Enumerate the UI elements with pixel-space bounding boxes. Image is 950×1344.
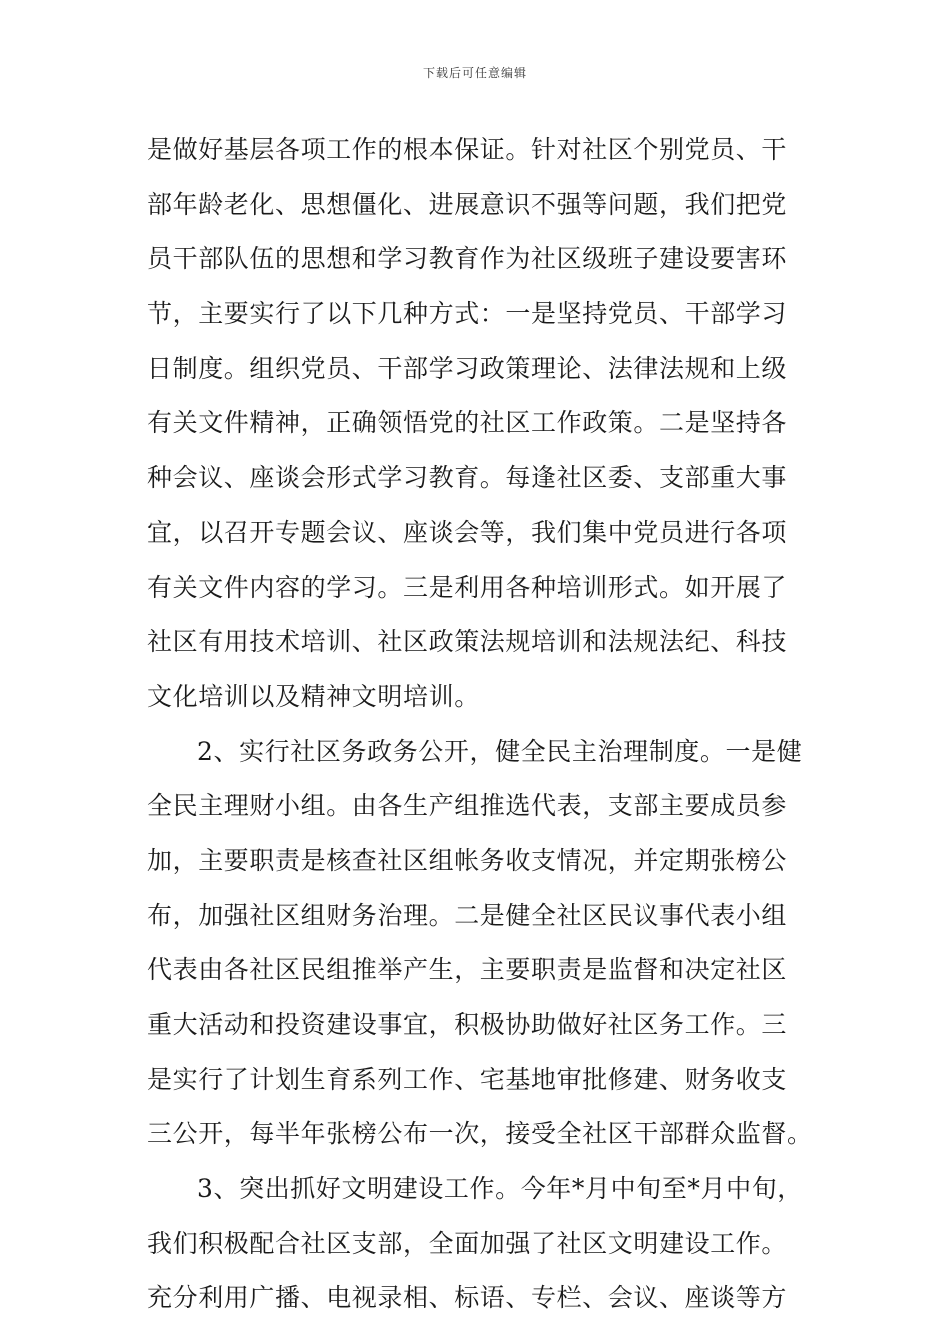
text-line: 3、突出抓好文明建设工作。今年*月中旬至*月中旬，	[197, 1174, 803, 1204]
text-line: 有关文件内容的学习。三是利用各种培训形式。如开展了	[147, 572, 788, 602]
text-line: 是做好基层各项工作的根本保证。针对社区个别党员、干	[147, 135, 788, 164]
text-line: 布，加强社区组财务治理。二是健全社区民议事代表小组	[147, 900, 788, 930]
text-line: 代表由各社区民组推举产生，主要职责是监督和决定社区	[147, 955, 788, 985]
text-line: 充分利用广播、电视录相、标语、专栏、会议、座谈等方	[147, 1283, 788, 1313]
body-text	[147, 128, 827, 1331]
text-line: 部年龄老化、思想僵化、进展意识不强等问题，我们把党	[147, 189, 788, 219]
text-line: 有关文件精神，正确领悟党的社区工作政策。二是坚持各	[147, 408, 788, 438]
text-line: 是实行了计划生育系列工作、宅基地审批修建、财务收支	[147, 1064, 788, 1094]
page-header: 下载后可任意编辑	[422, 66, 527, 80]
text-line: 社区有用技术培训、社区政策法规培训和法规法纪、科技	[147, 627, 788, 657]
text-line: 2、实行社区务政务公开，健全民主治理制度。一是健	[197, 736, 803, 766]
text-line: 日制度。组织党员、干部学习政策理论、法律法规和上级	[147, 353, 788, 383]
text-line: 员干部队伍的思想和学习教育作为社区级班子建设要害环	[147, 244, 788, 274]
text-line: 全民主理财小组。由各生产组推选代表，支部主要成员参	[147, 791, 788, 821]
text-line: 种会议、座谈会形式学习教育。每逢社区委、支部重大事	[147, 463, 788, 493]
text-line: 文化培训以及精神文明培训。	[147, 681, 480, 711]
text-line: 重大活动和投资建设事宜，积极协助做好社区务工作。三	[147, 1010, 788, 1039]
text-line: 节，主要实行了以下几种方式：一是坚持党员、干部学习	[147, 299, 788, 329]
text-line: 宜，以召开专题会议、座谈会等，我们集中党员进行各项	[147, 517, 788, 547]
text-line: 三公开，每半年张榜公布一次，接受全社区干部群众监督。	[147, 1119, 813, 1149]
text-line: 我们积极配合社区支部，全面加强了社区文明建设工作。	[147, 1228, 788, 1258]
text-line: 加，主要职责是核查社区组帐务收支情况，并定期张榜公	[147, 845, 788, 875]
